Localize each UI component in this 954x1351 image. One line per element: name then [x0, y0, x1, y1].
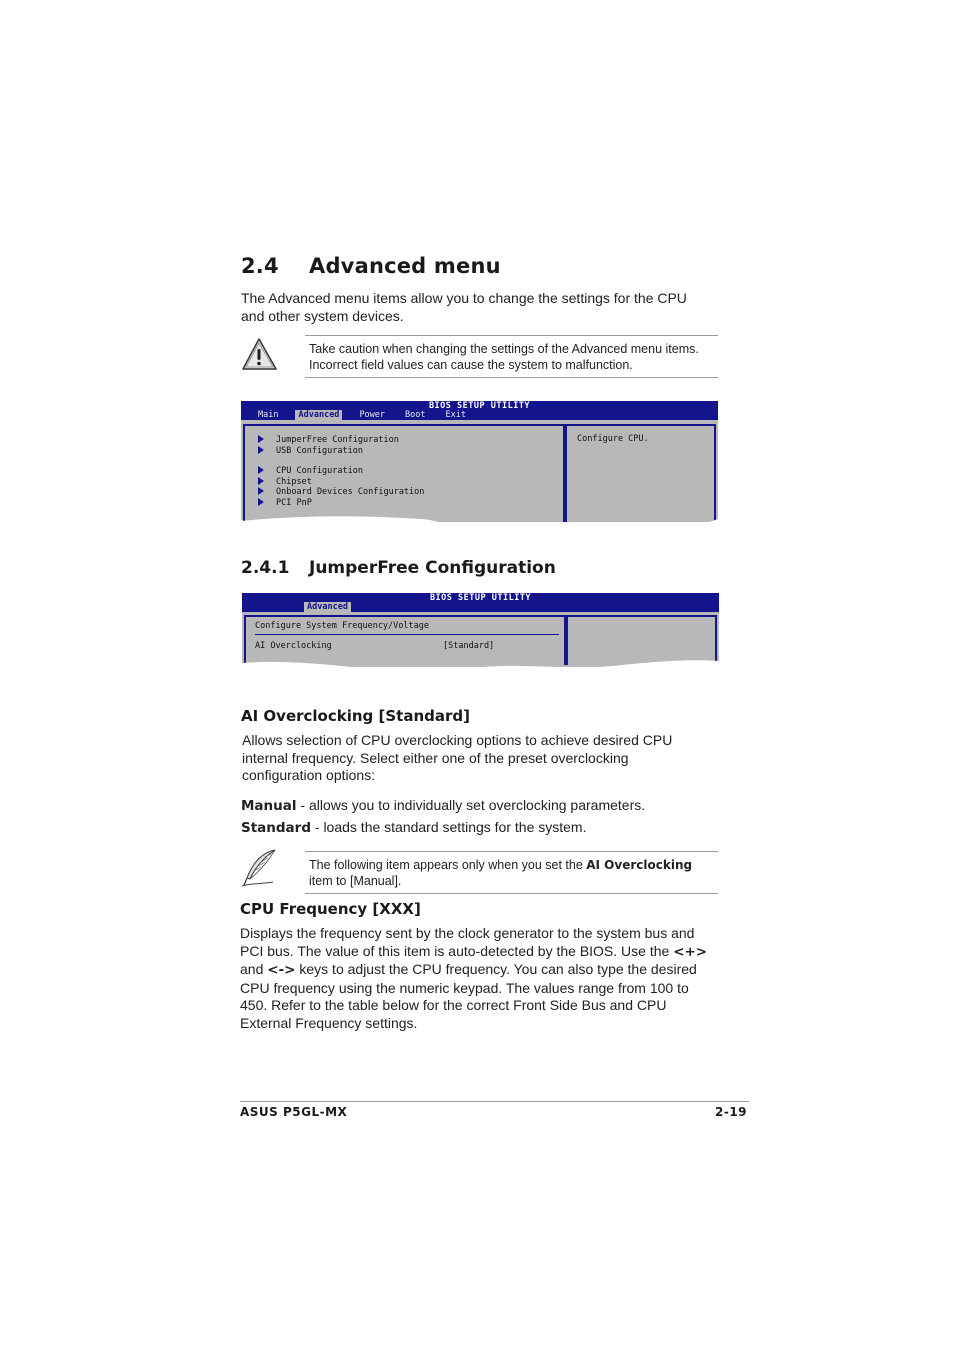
submenu-arrow-icon	[258, 446, 264, 454]
intro-paragraph: The Advanced menu items allow you to change the settings for the CPU and other system devices.	[241, 290, 687, 324]
menu-item-cpu[interactable]: CPU Configuration	[258, 466, 424, 477]
submenu-arrow-icon	[258, 498, 264, 506]
option-standard: Standard - loads the standard settings for the system.	[241, 819, 587, 836]
note-line-2: item to [Manual].	[309, 874, 402, 888]
bios-title: BIOS SETUP UTILITY	[428, 401, 531, 411]
subsection-number: 2.4.1	[241, 558, 290, 578]
bios-help-pane	[565, 424, 716, 522]
option-label-ai-overclocking[interactable]: AI Overclocking	[255, 641, 332, 651]
caution-line-1: Take caution when changing the settings of the Advanced menu items.	[309, 342, 699, 356]
submenu-arrow-icon	[258, 435, 264, 443]
bios-screen-jumperfree	[242, 593, 719, 685]
tab-exit[interactable]: Exit	[445, 410, 466, 420]
footer-page-number: 2-19	[715, 1105, 748, 1119]
torn-edge-wave	[242, 657, 719, 685]
tab-advanced[interactable]: Advanced	[295, 410, 342, 420]
submenu-arrow-icon	[258, 477, 264, 485]
bios-tabs	[255, 410, 469, 420]
ai-overclocking-heading: AI Overclocking [Standard]	[241, 707, 470, 725]
caution-line-2: Incorrect field values can cause the system to malfunction.	[309, 357, 633, 372]
note-line-1: The following item appears only when you set the AI Overclocking	[309, 858, 693, 872]
warning-triangle-icon	[241, 336, 279, 372]
footer-divider	[240, 1101, 749, 1102]
help-text: Configure CPU.	[577, 434, 649, 444]
menu-item-pci-pnp[interactable]: PCI PnP	[258, 498, 424, 509]
section-number: 2.4	[241, 254, 279, 278]
bios-header-bar	[241, 401, 718, 420]
cpu-frequency-heading: CPU Frequency [XXX]	[240, 900, 421, 918]
menu-item-jumperfree[interactable]: JumperFree Configuration	[258, 435, 424, 446]
menu-item-chipset[interactable]: Chipset	[258, 477, 424, 488]
menu-item-onboard-devices[interactable]: Onboard Devices Configuration	[258, 487, 424, 498]
ai-overclocking-description: Allows selection of CPU overclocking options to achieve desired CPU internal frequency. Select either one of the preset overclocking configuration options:	[242, 732, 673, 783]
bios-screen-advanced	[241, 401, 718, 541]
menu-item-usb[interactable]: USB Configuration	[258, 446, 424, 457]
subsection-heading	[241, 558, 556, 578]
subsection-title: JumperFree Configuration	[309, 558, 556, 578]
torn-edge-wave	[241, 513, 718, 541]
caution-box	[305, 335, 718, 378]
submenu-arrow-icon	[258, 487, 264, 495]
tab-boot[interactable]: Boot	[405, 410, 426, 420]
submenu-arrow-icon	[258, 466, 264, 474]
section-title: Advanced menu	[309, 254, 501, 278]
bios-title: BIOS SETUP UTILITY	[429, 593, 532, 603]
option-value-ai-overclocking[interactable]: [Standard]	[443, 641, 495, 651]
option-manual: Manual - allows you to individually set overclocking parameters.	[241, 797, 646, 814]
bios-tabs	[304, 602, 351, 612]
settings-header: Configure System Frequency/Voltage	[255, 621, 429, 631]
tab-main[interactable]: Main	[258, 410, 279, 420]
tab-power[interactable]: Power	[359, 410, 386, 420]
settings-divider	[255, 634, 559, 635]
section-heading	[241, 254, 501, 278]
bios-header-bar	[242, 593, 719, 612]
footer-product-name: ASUS P5GL-MX	[240, 1105, 348, 1119]
tab-advanced[interactable]: Advanced	[304, 602, 351, 612]
cpu-frequency-description: Displays the frequency sent by the clock generator to the system bus and PCI bus. The value of this item is auto-detected by the BIOS. Use the <+> and <-> keys to adjust the CPU frequency. You can also type the desired CPU frequency using the numeric keypad. The values range from 100 to 450. Refer to the table below for the correct Front Side Bus and CPU External Frequency settings.	[240, 925, 708, 1031]
note-box	[305, 851, 718, 894]
bios-menu-pane	[243, 424, 565, 522]
feather-pen-icon	[241, 848, 279, 888]
